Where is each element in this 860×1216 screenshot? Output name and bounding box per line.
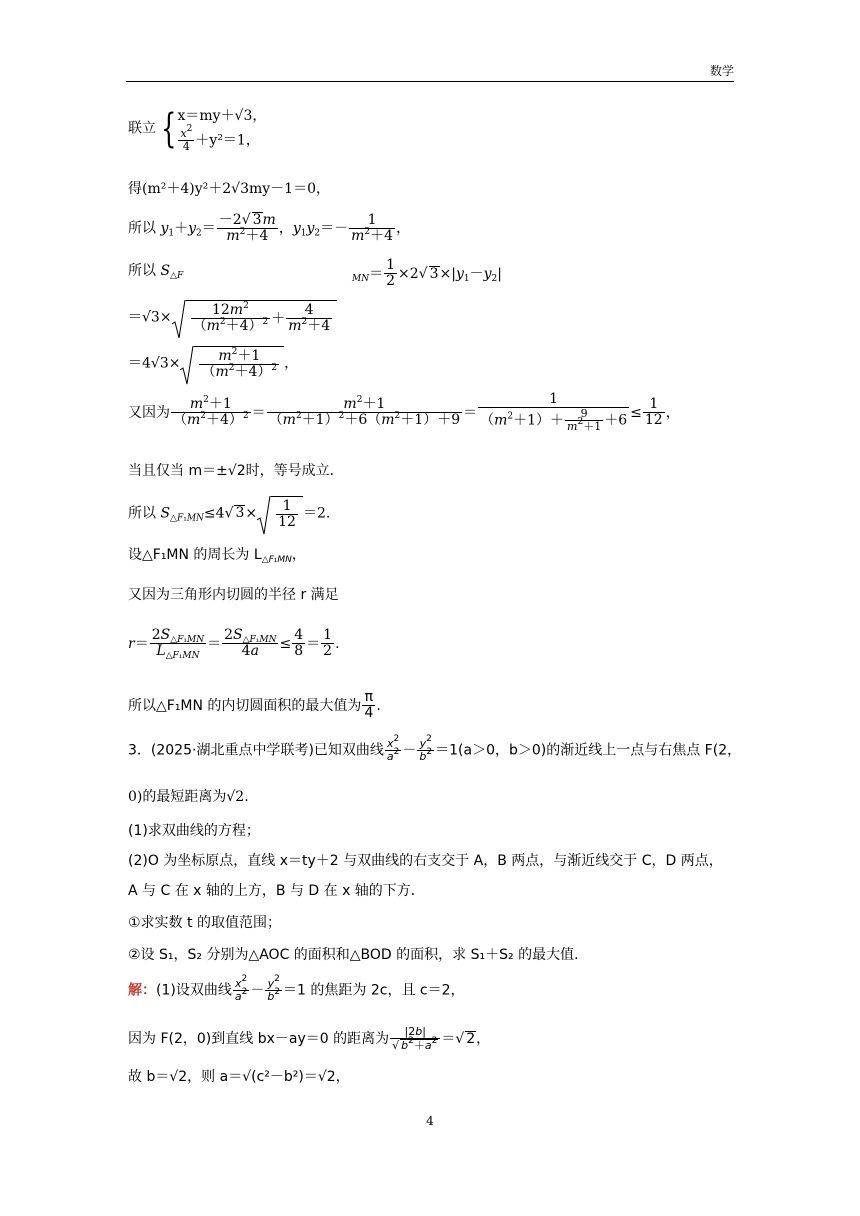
problem-3-prefix: 3．(2025·湖北重点中学联考)已知双曲线 xyxy=(128,742,384,759)
question-2-part-1: ①求实数 t 的取值范围； xyxy=(128,915,281,931)
system-line xyxy=(128,104,266,153)
question-1: (1)求双曲线的方程； xyxy=(128,823,260,839)
big-sqrt-2 xyxy=(180,346,284,381)
max-area-text: 所以△F₁MN 的内切圆面积的最大值为 xyxy=(128,697,362,714)
frac-x2-4: $\frac{x^2}{4}$ xyxy=(180,124,193,154)
solution-label: 解： xyxy=(128,982,156,999)
big-sqrt-3: $\frac{1}{12}$ xyxy=(257,496,303,531)
area-prefix: 所以 xyxy=(128,263,161,279)
header-rule xyxy=(126,81,734,82)
frac-m2plus1: $\frac{m^2+1}{(m^2+4)^2}$ xyxy=(201,347,278,381)
frac-sum: $\frac{-2√ 3m}{m^2+4}$ xyxy=(218,212,276,245)
system-brace: { xyxy=(161,105,177,152)
frac-1-12: $\frac{1}{12}$ xyxy=(644,395,663,429)
question-2-part-2: ②设 S₁，S₂ 分别为△AOC 的面积和△BOD 的面积，求 S₁＋S₂ 的最大值． xyxy=(128,947,589,963)
solution-line-1: 解：(1)设双曲线 $\frac{x^2}{a^2}$ － $\frac{y^2}{b^2}$ ＝1 的焦距为 2c，且 c＝2， xyxy=(128,974,465,1004)
area-line-rhs: $_{MN}$＝ $\frac{1}{2}$ ×2√ $3\times|y_1-y_2|$ xyxy=(352,257,502,290)
frac-pi-4: $\frac{\pi}{4}$ xyxy=(364,689,374,722)
inequality-line: 又因为 $\frac{m^2+1}{(m^2+4)^2}$ ＝ $\frac{m^2+1}{(m^2+1)^2+6(m^2+1)+9}$ ＝ 1 $(m^2+1)+$ $\frac{9}{m^2+1}$ ＋6 ≤ $\frac{1}{12}$ ， xyxy=(128,391,680,434)
frac-4-over: $\frac{4}{m^2+4}$ xyxy=(288,302,331,335)
inradius-formula-line: r＝ $\frac{2S_{\triangle F_1MN}}{L_{\triangle F_1MN}}$ ＝ $\frac{2S_{\triangle F_1MN}}{4a}$ ≤ $\frac{4}{8}$ ＝ $\frac{1}{2}$ . xyxy=(128,627,340,662)
problem-3-tail: ＝1(a＞0，b＞0)的渐近线上一点与右焦点 F(2， xyxy=(435,742,742,759)
frac-12m2: $\frac{12m^2}{(m^2+4)^2}$ xyxy=(192,301,269,335)
frac-half: $\frac{1}{2}$ xyxy=(386,257,396,290)
perimeter-line: 设△F₁MN 的周长为 $L_{\triangle F_1MN}$， xyxy=(128,547,306,565)
perimeter-text: 设△F₁MN 的周长为 L xyxy=(128,547,262,563)
system-eq-2 xyxy=(177,124,266,154)
sqrt-line-2-prefix: ＝4√3× xyxy=(128,355,181,372)
system-prefix: 联立 xyxy=(128,120,156,137)
header-subject: 数学 xyxy=(709,64,734,78)
area-line: 所以 $S_{\triangle F}$ xyxy=(128,263,184,281)
frac-ineq-2: $\frac{m^2+1}{(m^2+1)^2+6(m^2+1)+9}$ xyxy=(268,394,461,429)
frac-ineq-3: 1 $(m^2+1)+$ $\frac{9}{m^2+1}$ ＋6 xyxy=(480,391,628,434)
system-equations xyxy=(177,104,266,153)
question-2-line-1: (2)O 为坐标原点，直线 x＝ty＋2 与双曲线的右支交于 A，B 两点，与渐近线交于 C，D 两点， xyxy=(128,853,723,869)
vieta-line: 所以 $y_1+y_2=$ $\frac{-2√ 3m}{m^2+4}$ ，$y_1y_2=-$ $\frac{1}{m^2+4}$ ， xyxy=(128,211,411,245)
frac-1-2: $\frac{1}{2}$ xyxy=(323,627,333,660)
solution-line-2-prefix: 因为 F(2，0)到直线 bx－ay＝0 的距离为 xyxy=(128,1031,390,1048)
vieta-prefix: 所以 xyxy=(128,220,161,237)
solution-line-2: 因为 F(2，0)到直线 bx－ay＝0 的距离为 $\frac{|2b|}{√ b^2+a^2}$ ＝√ 2， xyxy=(128,1025,491,1053)
area-max-line: 所以 $S_{\triangle F_1MN}\le 4√$ 3× $\frac{1}{12}$ ＝2. xyxy=(128,496,330,531)
frac-r-2: $\frac{2S_{\triangle F_1MN}}{4a}$ xyxy=(224,627,277,660)
system-eq-1: x＝my＋√3， xyxy=(177,108,267,124)
frac-4-8: $\frac{4}{8}$ xyxy=(294,627,304,660)
frac-ineq-1: $\frac{m^2+1}{(m^2+4)^2}$ xyxy=(173,394,249,429)
sqrt-line-1-prefix: ＝√3× xyxy=(128,309,172,326)
solution-line-1-mid: ＝1 的焦距为 2c，且 c＝2， xyxy=(283,982,465,999)
inradius-intro-line: 又因为三角形内切圆的半径 r 满足 xyxy=(128,587,339,603)
area-max-prefix: 所以 xyxy=(128,505,161,522)
max-area-line: 所以△F₁MN 的内切圆面积的最大值为 $\frac{\pi}{4}$ . xyxy=(128,689,381,722)
equality-condition-line: 当且仅当 m＝±√2时，等号成立． xyxy=(128,463,344,479)
sqrt-line-2: ＝4√3× $\frac{m^2+1}{(m^2+4)^2}$ ， xyxy=(128,346,298,381)
problem-3-line-1: 3．(2025·湖北重点中学联考)已知双曲线 $\frac{x^2}{a^2}$ － $\frac{y^2}{b^2}$ ＝1(a＞0，b＞0)的渐近线上一点与右焦点 F(2， xyxy=(128,734,742,764)
quadratic-line: 得(m²＋4)y²＋2√3my－1＝0， xyxy=(128,181,330,197)
solution-line-3: 故 b＝√2，则 a＝√(c²－b²)＝√2， xyxy=(128,1069,350,1085)
frac-product: $\frac{1}{m^2+4}$ xyxy=(351,211,394,244)
frac-distance: $\frac{|2b|}{√ b^2+a^2}$ xyxy=(390,1026,440,1052)
big-sqrt-1: $\frac{12m^2}{(m^2+4)^2}$ ＋ $\frac{4}{m^2+4}$ xyxy=(172,300,338,335)
question-2-line-2: A 与 C 在 x 轴的上方，B 与 D 在 x 轴的下方． xyxy=(128,883,425,899)
system-eq-2-tail: ＋y²＝1， xyxy=(195,132,260,149)
page-number: 4 xyxy=(426,1114,434,1128)
sqrt-line-1 xyxy=(128,300,337,335)
page-header xyxy=(126,62,734,80)
inequality-prefix: 又因为 xyxy=(128,404,170,421)
problem-3-line-2: 0)的最短距离为√2. xyxy=(128,789,249,805)
frac-r-1: $\frac{2S_{\triangle F_1MN}}{L_{\triangle F_1MN}}$ xyxy=(151,627,205,662)
